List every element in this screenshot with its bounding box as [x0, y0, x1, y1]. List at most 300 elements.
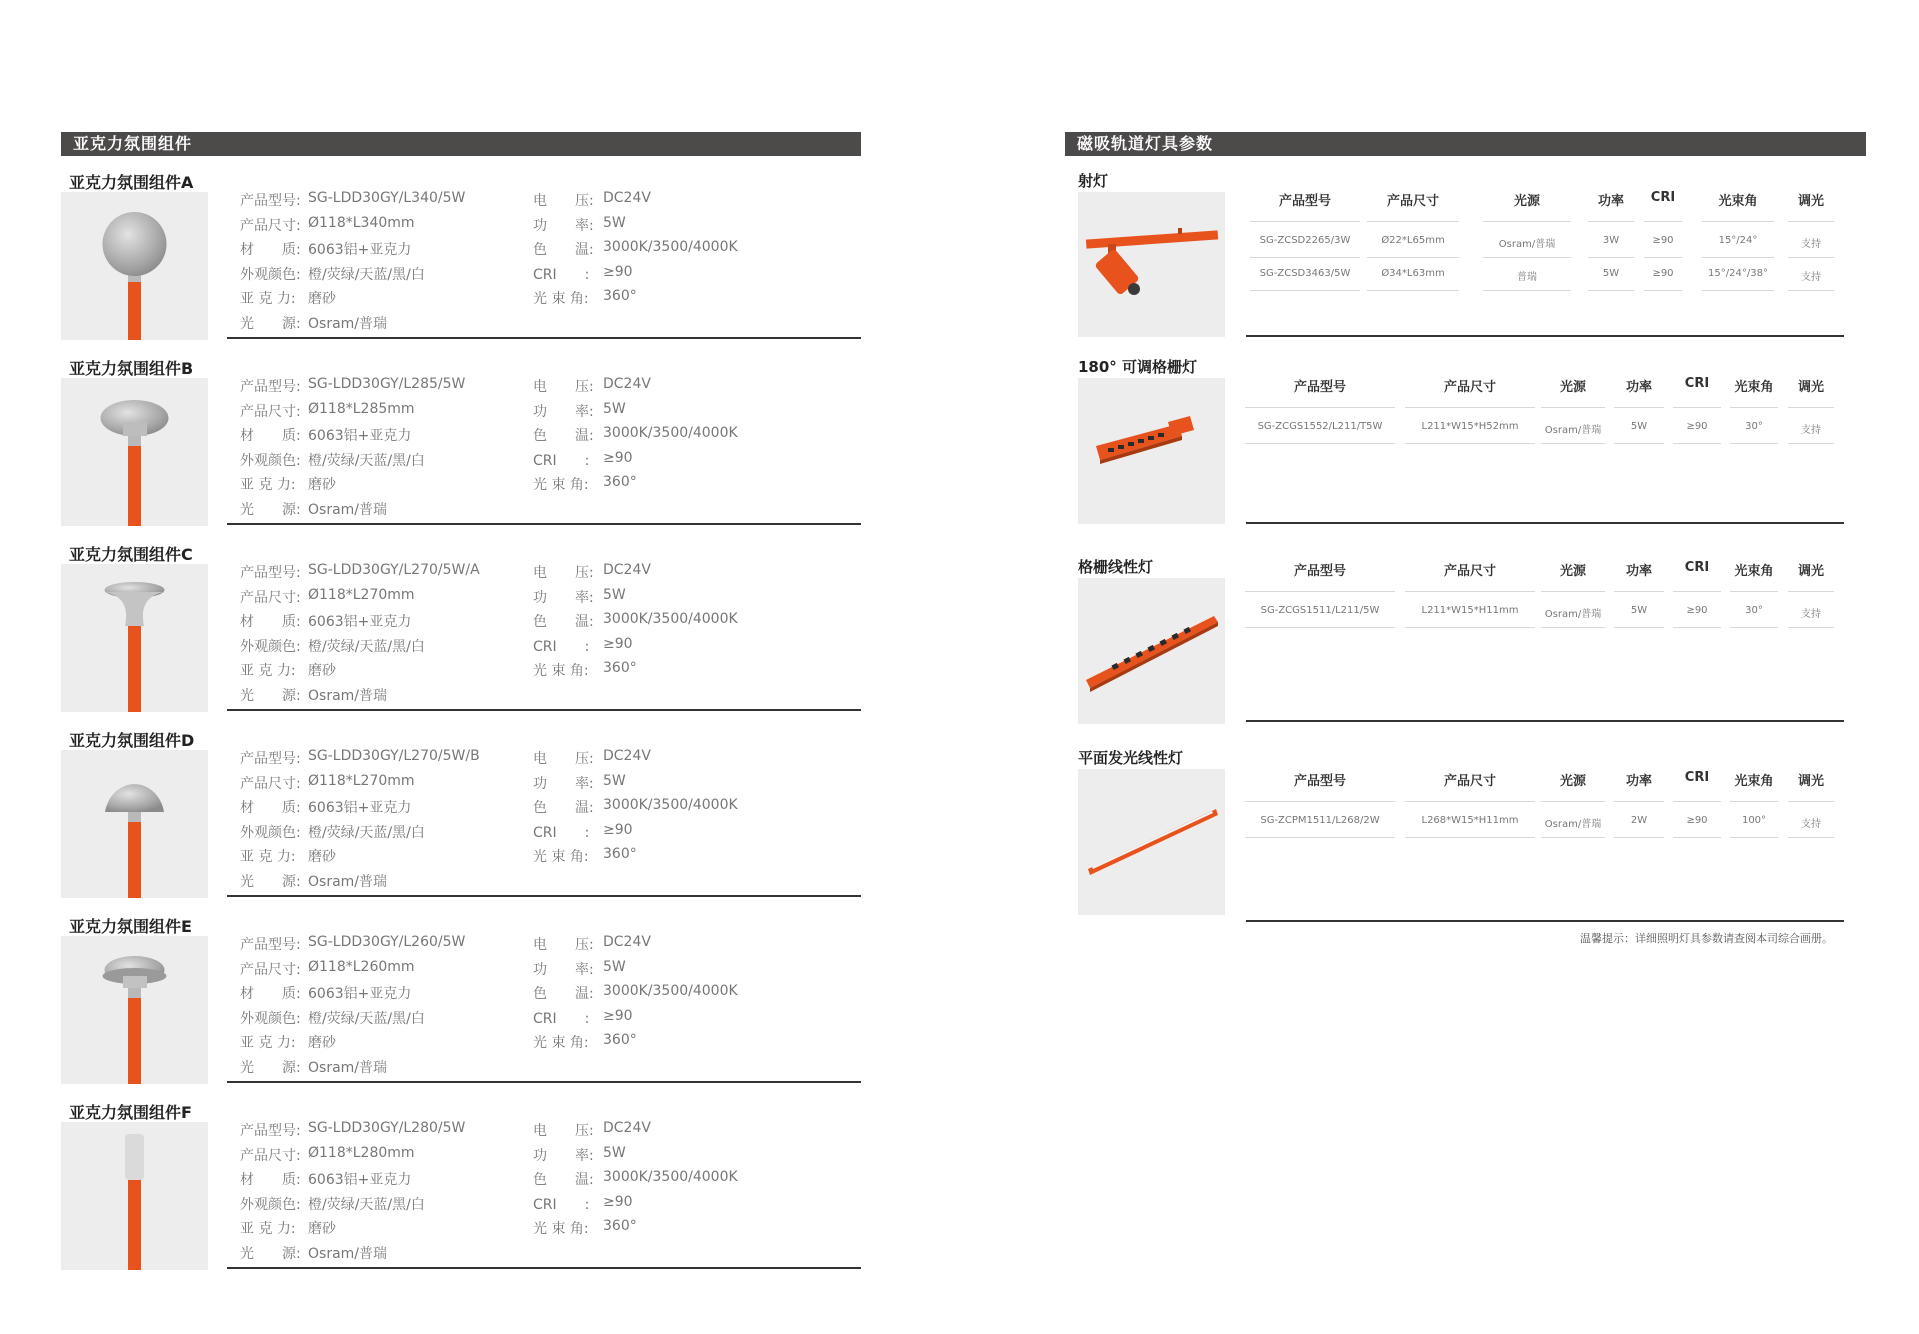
- row-underline: [1644, 290, 1682, 291]
- table-cell: SG-ZCPM1511/L268/2W: [1260, 815, 1380, 826]
- header-underline: [1367, 221, 1459, 222]
- spec-value-voltage: DC24V: [603, 376, 651, 392]
- spec-label-angle: 光 束 角:: [533, 849, 589, 865]
- table-cell: ≥90: [1686, 605, 1708, 616]
- spec-label-acrylic: 亚 克 力:: [240, 849, 296, 865]
- spec-label-voltage: 电 压:: [533, 193, 594, 209]
- spec-label-cri: CRI :: [533, 452, 590, 469]
- spec-label-source: 光 源:: [240, 873, 301, 890]
- spec-label-power: 功 率:: [533, 775, 594, 792]
- spec-label-power: 功 率:: [533, 403, 594, 420]
- spec-value-angle: 360°: [603, 1218, 637, 1234]
- header-underline: [1483, 221, 1571, 222]
- spec-label-angle: 光 束 角:: [533, 1221, 589, 1237]
- table-header: CRI: [1650, 190, 1676, 205]
- spec-label-acrylic: 亚 克 力:: [240, 291, 296, 307]
- spec-label-size: 产品尺寸:: [240, 775, 301, 792]
- header-underline: [1730, 801, 1778, 802]
- table-cell: L211*W15*H11mm: [1421, 605, 1519, 616]
- spec-value-acrylic: 磨砂: [308, 1035, 336, 1051]
- dome-lamp-image: [61, 750, 208, 898]
- spec-label-material: 材 质:: [240, 428, 301, 444]
- table-cell: 支持: [1801, 425, 1821, 436]
- spec-label-material: 材 质:: [240, 800, 301, 816]
- table-rule-3: [1246, 720, 1844, 722]
- spec-value-acrylic: 磨砂: [308, 663, 336, 679]
- spec-label-color: 外观颜色:: [240, 638, 301, 655]
- item-photo: [61, 1122, 208, 1270]
- spec-label-source: 光 源:: [240, 501, 301, 518]
- table-header: 产品尺寸: [1443, 774, 1496, 789]
- row-underline: [1483, 257, 1571, 258]
- row-underline: [1614, 443, 1664, 444]
- item-title: 亚克力氛围组件B: [69, 359, 194, 378]
- spec-value-material: 6063铝+亚克力: [308, 986, 412, 1002]
- header-underline: [1405, 591, 1535, 592]
- row-underline: [1673, 837, 1721, 838]
- row-underline: [1405, 627, 1535, 628]
- header-underline: [1788, 407, 1834, 408]
- table-cell: ≥90: [1686, 815, 1708, 826]
- table-header: 产品型号: [1278, 194, 1331, 209]
- track-title-grille-adjustable: 180° 可调格栅灯: [1078, 358, 1198, 376]
- spec-value-power: 5W: [603, 958, 626, 975]
- grille-adjustable-image: [1078, 378, 1225, 524]
- spec-value-cri: ≥90: [603, 1193, 633, 1210]
- spec-label-cri: CRI :: [533, 1196, 590, 1213]
- flat-linear-image: [1078, 769, 1225, 915]
- spec-value-cri: ≥90: [603, 635, 633, 652]
- table-header: 调光: [1797, 380, 1824, 395]
- spec-value-angle: 360°: [603, 846, 637, 862]
- item-rule: [227, 337, 861, 339]
- header-underline: [1788, 801, 1834, 802]
- header-underline: [1541, 591, 1605, 592]
- spec-label-source: 光 源:: [240, 1059, 301, 1076]
- table-cell: SG-ZCSD2265/3W: [1259, 235, 1351, 246]
- spec-label-power: 功 率:: [533, 589, 594, 606]
- row-underline: [1367, 290, 1459, 291]
- row-underline: [1405, 837, 1535, 838]
- grille-adjustable-photo: [1078, 378, 1225, 524]
- header-underline: [1673, 591, 1721, 592]
- flat-linear-photo: [1078, 769, 1225, 915]
- spec-label-acrylic: 亚 克 力:: [240, 1035, 296, 1051]
- table-cell: 2W: [1630, 815, 1648, 826]
- spec-label-cri: CRI :: [533, 1010, 590, 1027]
- mushroom-lamp-image: [61, 378, 208, 526]
- spec-value-power: 5W: [603, 772, 626, 789]
- track-title-flat-linear: 平面发光线性灯: [1078, 749, 1184, 767]
- table-cell: L268*W15*H11mm: [1421, 815, 1519, 826]
- spec-value-model: SG-LDD30GY/L270/5W/B: [308, 748, 480, 764]
- spec-label-model: 产品型号:: [240, 937, 301, 953]
- spec-label-cri: CRI :: [533, 266, 590, 283]
- row-underline: [1730, 443, 1778, 444]
- table-header: 功率: [1625, 774, 1652, 789]
- spec-label-acrylic: 亚 克 力:: [240, 1221, 296, 1237]
- header-underline: [1541, 407, 1605, 408]
- header-underline: [1702, 221, 1774, 222]
- table-cell: 5W: [1602, 268, 1620, 279]
- row-underline: [1614, 837, 1664, 838]
- header-underline: [1541, 801, 1605, 802]
- table-cell: Osram/普瑞: [1498, 239, 1556, 250]
- spec-label-size: 产品尺寸:: [240, 217, 301, 234]
- spec-value-material: 6063铝+亚克力: [308, 242, 412, 258]
- table-header: 功率: [1625, 564, 1652, 579]
- spec-value-material: 6063铝+亚克力: [308, 614, 412, 630]
- row-underline: [1730, 837, 1778, 838]
- table-cell: SG-ZCSD3463/5W: [1259, 268, 1351, 279]
- spec-value-color: 橙/荧绿/天蓝/黑/白: [308, 266, 425, 283]
- spec-label-power: 功 率:: [533, 1147, 594, 1164]
- row-underline: [1673, 627, 1721, 628]
- right-section-header: 磁吸轨道灯具参数: [1065, 132, 1866, 156]
- spec-label-material: 材 质:: [240, 614, 301, 630]
- table-cell: Osram/普瑞: [1544, 819, 1602, 830]
- spec-label-model: 产品型号:: [240, 1123, 301, 1139]
- item-title: 亚克力氛围组件E: [69, 917, 192, 936]
- spec-value-voltage: DC24V: [603, 748, 651, 764]
- header-underline: [1614, 407, 1664, 408]
- spec-value-model: SG-LDD30GY/L340/5W: [308, 190, 466, 206]
- row-underline: [1541, 443, 1605, 444]
- spec-value-source: Osram/普瑞: [308, 1245, 388, 1262]
- table-header: 功率: [1625, 380, 1652, 395]
- row-underline: [1644, 257, 1682, 258]
- spec-value-angle: 360°: [603, 288, 637, 304]
- cylinder-lamp-image: [61, 1122, 208, 1270]
- table-header: 光源: [1559, 564, 1586, 579]
- spec-label-cri: CRI :: [533, 824, 590, 841]
- item-rule: [227, 1081, 861, 1083]
- spec-value-size: Ø118*L340mm: [308, 214, 415, 231]
- header-underline: [1788, 221, 1834, 222]
- spec-value-acrylic: 磨砂: [308, 1221, 336, 1237]
- spec-value-model: SG-LDD30GY/L270/5W/A: [308, 562, 480, 578]
- spec-label-source: 光 源:: [240, 1245, 301, 1262]
- table-rule-4: [1246, 920, 1844, 922]
- table-header: 光束角: [1734, 564, 1774, 579]
- table-cell: 15°/24°: [1718, 235, 1758, 246]
- row-underline: [1788, 257, 1834, 258]
- table-cell: 支持: [1801, 609, 1821, 620]
- table-header: 产品尺寸: [1386, 194, 1439, 209]
- track-title-spotlight: 射灯: [1078, 172, 1109, 190]
- spec-label-model: 产品型号:: [240, 379, 301, 395]
- row-underline: [1788, 443, 1834, 444]
- table-cell: SG-ZCGS1552/L211/T5W: [1257, 421, 1383, 432]
- spec-label-cct: 色 温:: [533, 1172, 594, 1188]
- table-header: 光源: [1513, 194, 1540, 209]
- sphere-lamp-image: [61, 192, 208, 340]
- spec-value-voltage: DC24V: [603, 562, 651, 578]
- header-underline: [1614, 801, 1664, 802]
- spec-label-model: 产品型号:: [240, 751, 301, 767]
- spec-value-power: 5W: [603, 586, 626, 603]
- table-header: CRI: [1684, 560, 1710, 575]
- spec-value-material: 6063铝+亚克力: [308, 1172, 412, 1188]
- spec-value-cri: ≥90: [603, 821, 633, 838]
- spec-label-material: 材 质:: [240, 242, 301, 258]
- spec-value-cri: ≥90: [603, 1007, 633, 1024]
- row-underline: [1541, 837, 1605, 838]
- item-photo: [61, 192, 208, 340]
- table-cell: ≥90: [1652, 268, 1674, 279]
- table-cell: 100°: [1741, 815, 1767, 826]
- spec-value-angle: 360°: [603, 1032, 637, 1048]
- row-underline: [1588, 290, 1634, 291]
- spec-value-power: 5W: [603, 400, 626, 417]
- table-header: 光源: [1559, 774, 1586, 789]
- footnote: 温馨提示：详细照明灯具参数请查阅本司综合画册。: [1580, 932, 1833, 945]
- spec-label-power: 功 率:: [533, 961, 594, 978]
- table-cell: 15°/24°/38°: [1708, 268, 1768, 279]
- spec-label-angle: 光 束 角:: [533, 291, 589, 307]
- item-title: 亚克力氛围组件C: [69, 545, 193, 564]
- spec-label-power: 功 率:: [533, 217, 594, 234]
- spec-label-color: 外观颜色:: [240, 266, 301, 283]
- table-cell: L211*W15*H52mm: [1421, 421, 1519, 432]
- header-underline: [1245, 801, 1395, 802]
- spec-label-voltage: 电 压:: [533, 1123, 594, 1139]
- row-underline: [1483, 290, 1571, 291]
- spec-value-acrylic: 磨砂: [308, 477, 336, 493]
- row-underline: [1245, 443, 1395, 444]
- spec-label-material: 材 质:: [240, 986, 301, 1002]
- spec-label-size: 产品尺寸:: [240, 1147, 301, 1164]
- item-rule: [227, 709, 861, 711]
- spec-value-source: Osram/普瑞: [308, 873, 388, 890]
- table-cell: ≥90: [1652, 235, 1674, 246]
- spec-value-power: 5W: [603, 1144, 626, 1161]
- spec-value-source: Osram/普瑞: [308, 501, 388, 518]
- row-underline: [1788, 290, 1834, 291]
- spec-label-angle: 光 束 角:: [533, 663, 589, 679]
- table-cell: 30°: [1745, 421, 1763, 432]
- header-underline: [1673, 407, 1721, 408]
- grille-linear-photo: [1078, 578, 1225, 724]
- table-header: 产品型号: [1293, 564, 1346, 579]
- table-cell: 5W: [1630, 605, 1648, 616]
- table-cell: 支持: [1801, 272, 1821, 283]
- header-underline: [1730, 591, 1778, 592]
- spec-value-color: 橙/荧绿/天蓝/黑/白: [308, 452, 425, 469]
- spec-label-model: 产品型号:: [240, 565, 301, 581]
- spec-value-color: 橙/荧绿/天蓝/黑/白: [308, 1196, 425, 1213]
- spec-label-size: 产品尺寸:: [240, 589, 301, 606]
- spec-value-color: 橙/荧绿/天蓝/黑/白: [308, 824, 425, 841]
- spec-value-size: Ø118*L280mm: [308, 1144, 415, 1161]
- row-underline: [1730, 627, 1778, 628]
- row-underline: [1250, 290, 1360, 291]
- row-underline: [1367, 257, 1459, 258]
- spec-label-cct: 色 温:: [533, 242, 594, 258]
- spec-value-power: 5W: [603, 214, 626, 231]
- table-header: 光束角: [1734, 774, 1774, 789]
- spec-label-cct: 色 温:: [533, 986, 594, 1002]
- table-header: 产品尺寸: [1443, 380, 1496, 395]
- table-header: 产品尺寸: [1443, 564, 1496, 579]
- item-rule: [227, 895, 861, 897]
- item-photo: [61, 378, 208, 526]
- spotlight-image: [1078, 192, 1225, 337]
- spec-label-voltage: 电 压:: [533, 937, 594, 953]
- spec-value-cct: 3000K/3500/4000K: [603, 611, 738, 627]
- spec-value-acrylic: 磨砂: [308, 849, 336, 865]
- spec-label-cct: 色 温:: [533, 428, 594, 444]
- header-underline: [1588, 221, 1634, 222]
- trumpet-lamp-image: [61, 564, 208, 712]
- table-cell: 5W: [1630, 421, 1648, 432]
- row-underline: [1541, 627, 1605, 628]
- row-underline: [1702, 290, 1774, 291]
- table-cell: 支持: [1801, 819, 1821, 830]
- table-header: 功率: [1597, 194, 1624, 209]
- spec-label-acrylic: 亚 克 力:: [240, 663, 296, 679]
- spec-value-source: Osram/普瑞: [308, 315, 388, 332]
- spec-value-cct: 3000K/3500/4000K: [603, 1169, 738, 1185]
- spec-value-voltage: DC24V: [603, 1120, 651, 1136]
- spec-value-source: Osram/普瑞: [308, 1059, 388, 1076]
- spec-value-angle: 360°: [603, 660, 637, 676]
- table-header: 调光: [1797, 194, 1824, 209]
- table-cell: ≥90: [1686, 421, 1708, 432]
- spec-label-cct: 色 温:: [533, 614, 594, 630]
- left-section-header: 亚克力氛围组件: [61, 132, 861, 156]
- spec-value-material: 6063铝+亚克力: [308, 800, 412, 816]
- spec-label-color: 外观颜色:: [240, 1010, 301, 1027]
- item-title: 亚克力氛围组件D: [69, 731, 195, 750]
- item-photo: [61, 564, 208, 712]
- spec-label-angle: 光 束 角:: [533, 1035, 589, 1051]
- table-cell: 普瑞: [1517, 272, 1537, 283]
- table-cell: 3W: [1602, 235, 1620, 246]
- spec-value-color: 橙/荧绿/天蓝/黑/白: [308, 638, 425, 655]
- row-underline: [1702, 257, 1774, 258]
- table-header: 调光: [1797, 774, 1824, 789]
- item-rule: [227, 1267, 861, 1269]
- spec-value-cri: ≥90: [603, 449, 633, 466]
- spec-value-cct: 3000K/3500/4000K: [603, 797, 738, 813]
- table-header: CRI: [1684, 770, 1710, 785]
- spec-label-voltage: 电 压:: [533, 565, 594, 581]
- table-header: 光束角: [1734, 380, 1774, 395]
- track-title-grille-linear: 格栅线性灯: [1078, 558, 1154, 576]
- table-header: 光源: [1559, 380, 1586, 395]
- spec-label-cri: CRI :: [533, 638, 590, 655]
- spec-label-size: 产品尺寸:: [240, 403, 301, 420]
- spec-label-voltage: 电 压:: [533, 751, 594, 767]
- spec-value-model: SG-LDD30GY/L280/5W: [308, 1120, 466, 1136]
- header-underline: [1245, 407, 1395, 408]
- spec-value-model: SG-LDD30GY/L285/5W: [308, 376, 466, 392]
- header-underline: [1405, 801, 1535, 802]
- table-cell: 支持: [1801, 239, 1821, 250]
- row-underline: [1245, 627, 1395, 628]
- spec-label-source: 光 源:: [240, 687, 301, 704]
- spec-value-cct: 3000K/3500/4000K: [603, 239, 738, 255]
- row-underline: [1788, 627, 1834, 628]
- header-underline: [1730, 407, 1778, 408]
- table-header: 产品型号: [1293, 774, 1346, 789]
- table-cell: Osram/普瑞: [1544, 425, 1602, 436]
- header-underline: [1644, 221, 1682, 222]
- spec-value-source: Osram/普瑞: [308, 687, 388, 704]
- spec-label-size: 产品尺寸:: [240, 961, 301, 978]
- header-underline: [1405, 407, 1535, 408]
- spec-value-size: Ø118*L285mm: [308, 400, 415, 417]
- spec-label-angle: 光 束 角:: [533, 477, 589, 493]
- table-rule-2: [1246, 522, 1844, 524]
- spec-label-acrylic: 亚 克 力:: [240, 477, 296, 493]
- spec-value-size: Ø118*L260mm: [308, 958, 415, 975]
- spec-label-cct: 色 温:: [533, 800, 594, 816]
- header-underline: [1614, 591, 1664, 592]
- item-photo: [61, 750, 208, 898]
- row-underline: [1245, 837, 1395, 838]
- table-cell: Ø34*L63mm: [1381, 268, 1445, 279]
- spec-value-size: Ø118*L270mm: [308, 772, 415, 789]
- spec-value-material: 6063铝+亚克力: [308, 428, 412, 444]
- row-underline: [1788, 837, 1834, 838]
- row-underline: [1405, 443, 1535, 444]
- spec-label-color: 外观颜色:: [240, 1196, 301, 1213]
- spec-value-size: Ø118*L270mm: [308, 586, 415, 603]
- spec-label-material: 材 质:: [240, 1172, 301, 1188]
- row-underline: [1614, 627, 1664, 628]
- spec-value-cct: 3000K/3500/4000K: [603, 983, 738, 999]
- spec-value-acrylic: 磨砂: [308, 291, 336, 307]
- spec-label-model: 产品型号:: [240, 193, 301, 209]
- spec-label-color: 外观颜色:: [240, 452, 301, 469]
- header-underline: [1788, 591, 1834, 592]
- spec-value-voltage: DC24V: [603, 190, 651, 206]
- header-underline: [1250, 221, 1360, 222]
- spec-label-color: 外观颜色:: [240, 824, 301, 841]
- spec-value-angle: 360°: [603, 474, 637, 490]
- header-underline: [1245, 591, 1395, 592]
- table-rule-1: [1246, 335, 1844, 337]
- grille-linear-image: [1078, 578, 1225, 724]
- spec-label-source: 光 源:: [240, 315, 301, 332]
- table-cell: SG-ZCGS1511/L211/5W: [1260, 605, 1380, 616]
- item-title: 亚克力氛围组件A: [69, 173, 194, 192]
- table-header: 调光: [1797, 564, 1824, 579]
- spec-value-voltage: DC24V: [603, 934, 651, 950]
- spec-value-cct: 3000K/3500/4000K: [603, 425, 738, 441]
- table-header: 产品型号: [1293, 380, 1346, 395]
- table-cell: Ø22*L65mm: [1381, 235, 1445, 246]
- table-cell: 30°: [1745, 605, 1763, 616]
- spec-value-model: SG-LDD30GY/L260/5W: [308, 934, 466, 950]
- spotlight-photo: [1078, 192, 1225, 337]
- row-underline: [1588, 257, 1634, 258]
- item-rule: [227, 523, 861, 525]
- item-photo: [61, 936, 208, 1084]
- spec-label-voltage: 电 压:: [533, 379, 594, 395]
- spec-value-cri: ≥90: [603, 263, 633, 280]
- item-title: 亚克力氛围组件F: [69, 1103, 192, 1122]
- row-underline: [1673, 443, 1721, 444]
- table-header: CRI: [1684, 376, 1710, 391]
- spec-value-color: 橙/荧绿/天蓝/黑/白: [308, 1010, 425, 1027]
- header-underline: [1673, 801, 1721, 802]
- table-cell: Osram/普瑞: [1544, 609, 1602, 620]
- saucer-lamp-image: [61, 936, 208, 1084]
- table-header: 光束角: [1718, 194, 1758, 209]
